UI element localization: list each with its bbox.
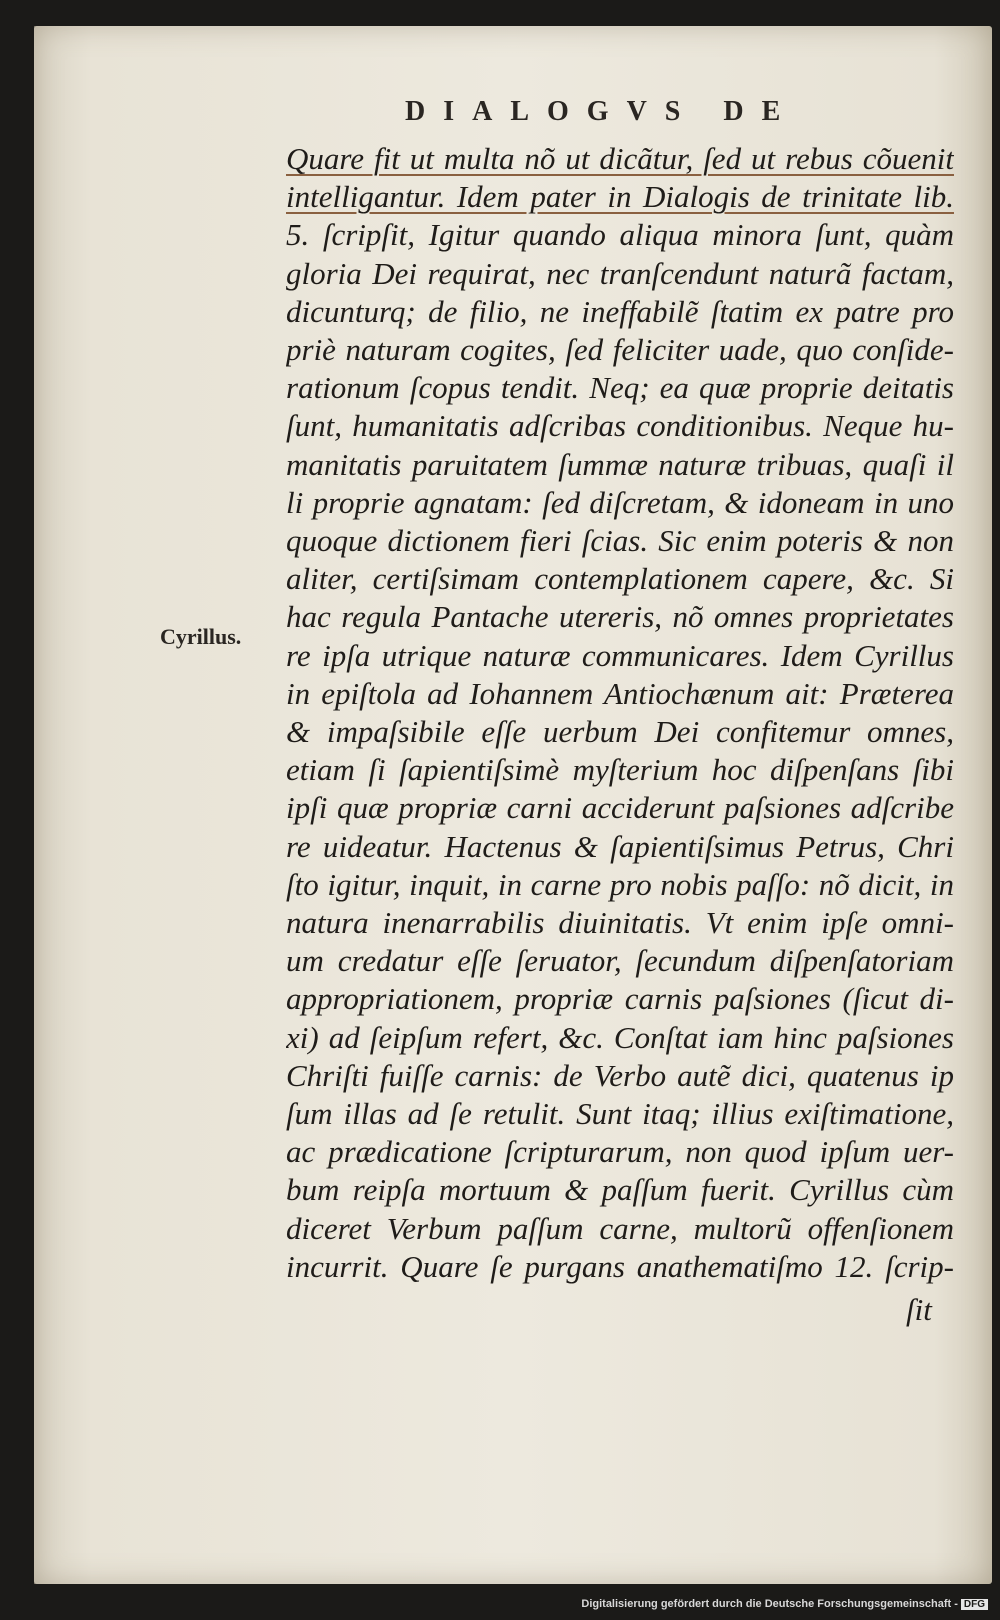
text-line: dicunturq; de filio, ne ineffabilẽ ſtatim ex patre pro	[286, 293, 954, 329]
text-line: ipſi quæ propriæ carni acciderunt paſsiones adſcribe	[286, 790, 954, 826]
dfg-logo: DFG	[961, 1599, 988, 1610]
text-line: natura inenarrabilis diuinitatis. Vt enim ipſe omni-	[286, 905, 954, 941]
text-line: aliter, certiſsimam contemplationem capere, &c. Si	[286, 561, 954, 597]
text-line: etiam ſi ſapientiſsimè myſterium hoc diſpenſans ſibi	[286, 752, 954, 788]
text-line: Chriſti fuiſſe carnis: de Verbo autẽ dici, quatenus ip	[286, 1057, 954, 1093]
text-line: xi) ad ſeipſum refert, &c. Conſtat iam hinc paſsiones	[286, 1019, 954, 1055]
text-line: gloria Dei requirat, nec tranſcendunt naturã factam,	[286, 255, 954, 291]
text-line: li proprie agnatam: ſed diſcretam, & idoneam in uno	[286, 484, 954, 520]
text-line: 5. ſcripſit, Igitur quando aliqua minora ſunt, quàm	[286, 217, 954, 253]
body-text	[286, 140, 954, 1286]
catchword: ſit	[906, 1292, 932, 1327]
footer-text: Digitalisierung gefördert durch die Deutsche Forschungsgemeinschaft -	[581, 1598, 958, 1610]
text-line: bum reipſa mortuum & paſſum fuerit. Cyrillus cùm	[286, 1172, 954, 1208]
text-line: hac regula Pantache utereris, nõ omnes proprietates	[286, 599, 954, 635]
digitization-footer	[581, 1598, 988, 1610]
text-line: ſum illas ad ſe retulit. Sunt itaq; illius exiſtimatione,	[286, 1096, 954, 1132]
text-line: priè naturam cogites, ſed feliciter uade, quo conſide-	[286, 332, 954, 368]
text-line: ſto igitur, inquit, in carne pro nobis paſſo: nõ dicit, in	[286, 866, 954, 902]
text-line: rationum ſcopus tendit. Neq; ea quæ proprie deitatis	[286, 370, 954, 406]
text-line: manitatis paruitatem ſummæ naturæ tribuas, quaſi il	[286, 446, 954, 482]
text-line: quoque dictionem fieri ſcias. Sic enim poteris & non	[286, 523, 954, 559]
text-line: & impaſsibile eſſe uerbum Dei confitemur omnes,	[286, 714, 954, 750]
text-line: intelligantur. Idem pater in Dialogis de trinitate lib.	[286, 179, 954, 215]
text-line: ſunt, humanitatis adſcribas conditionibus. Neque hu-	[286, 408, 954, 444]
text-line: in epiſtola ad Iohannem Antiochænum ait: Præterea	[286, 675, 954, 711]
text-line: diceret Verbum paſſum carne, multorũ offenſionem	[286, 1210, 954, 1246]
running-header: DIALOGVS DE	[405, 96, 799, 127]
text-line: re uideatur. Hactenus & ſapientiſsimus Petrus, Chri	[286, 828, 954, 864]
text-line: re ipſa utrique naturæ communicares. Idem Cyrillus	[286, 637, 954, 673]
text-line: incurrit. Quare ſe purgans anathematiſmo 12. ſcrip-	[286, 1248, 954, 1284]
text-line: Quare fit ut multa nõ ut dicãtur, ſed ut rebus cõuenit	[286, 141, 954, 176]
text-line: um credatur eſſe ſeruator, ſecundum diſpenſatoriam	[286, 943, 954, 979]
text-line: appropriationem, propriæ carnis paſsiones (ſicut di-	[286, 981, 954, 1017]
marginal-note: Cyrillus.	[160, 624, 242, 649]
text-line: ac prædicatione ſcripturarum, non quod ipſum uer-	[286, 1134, 954, 1170]
